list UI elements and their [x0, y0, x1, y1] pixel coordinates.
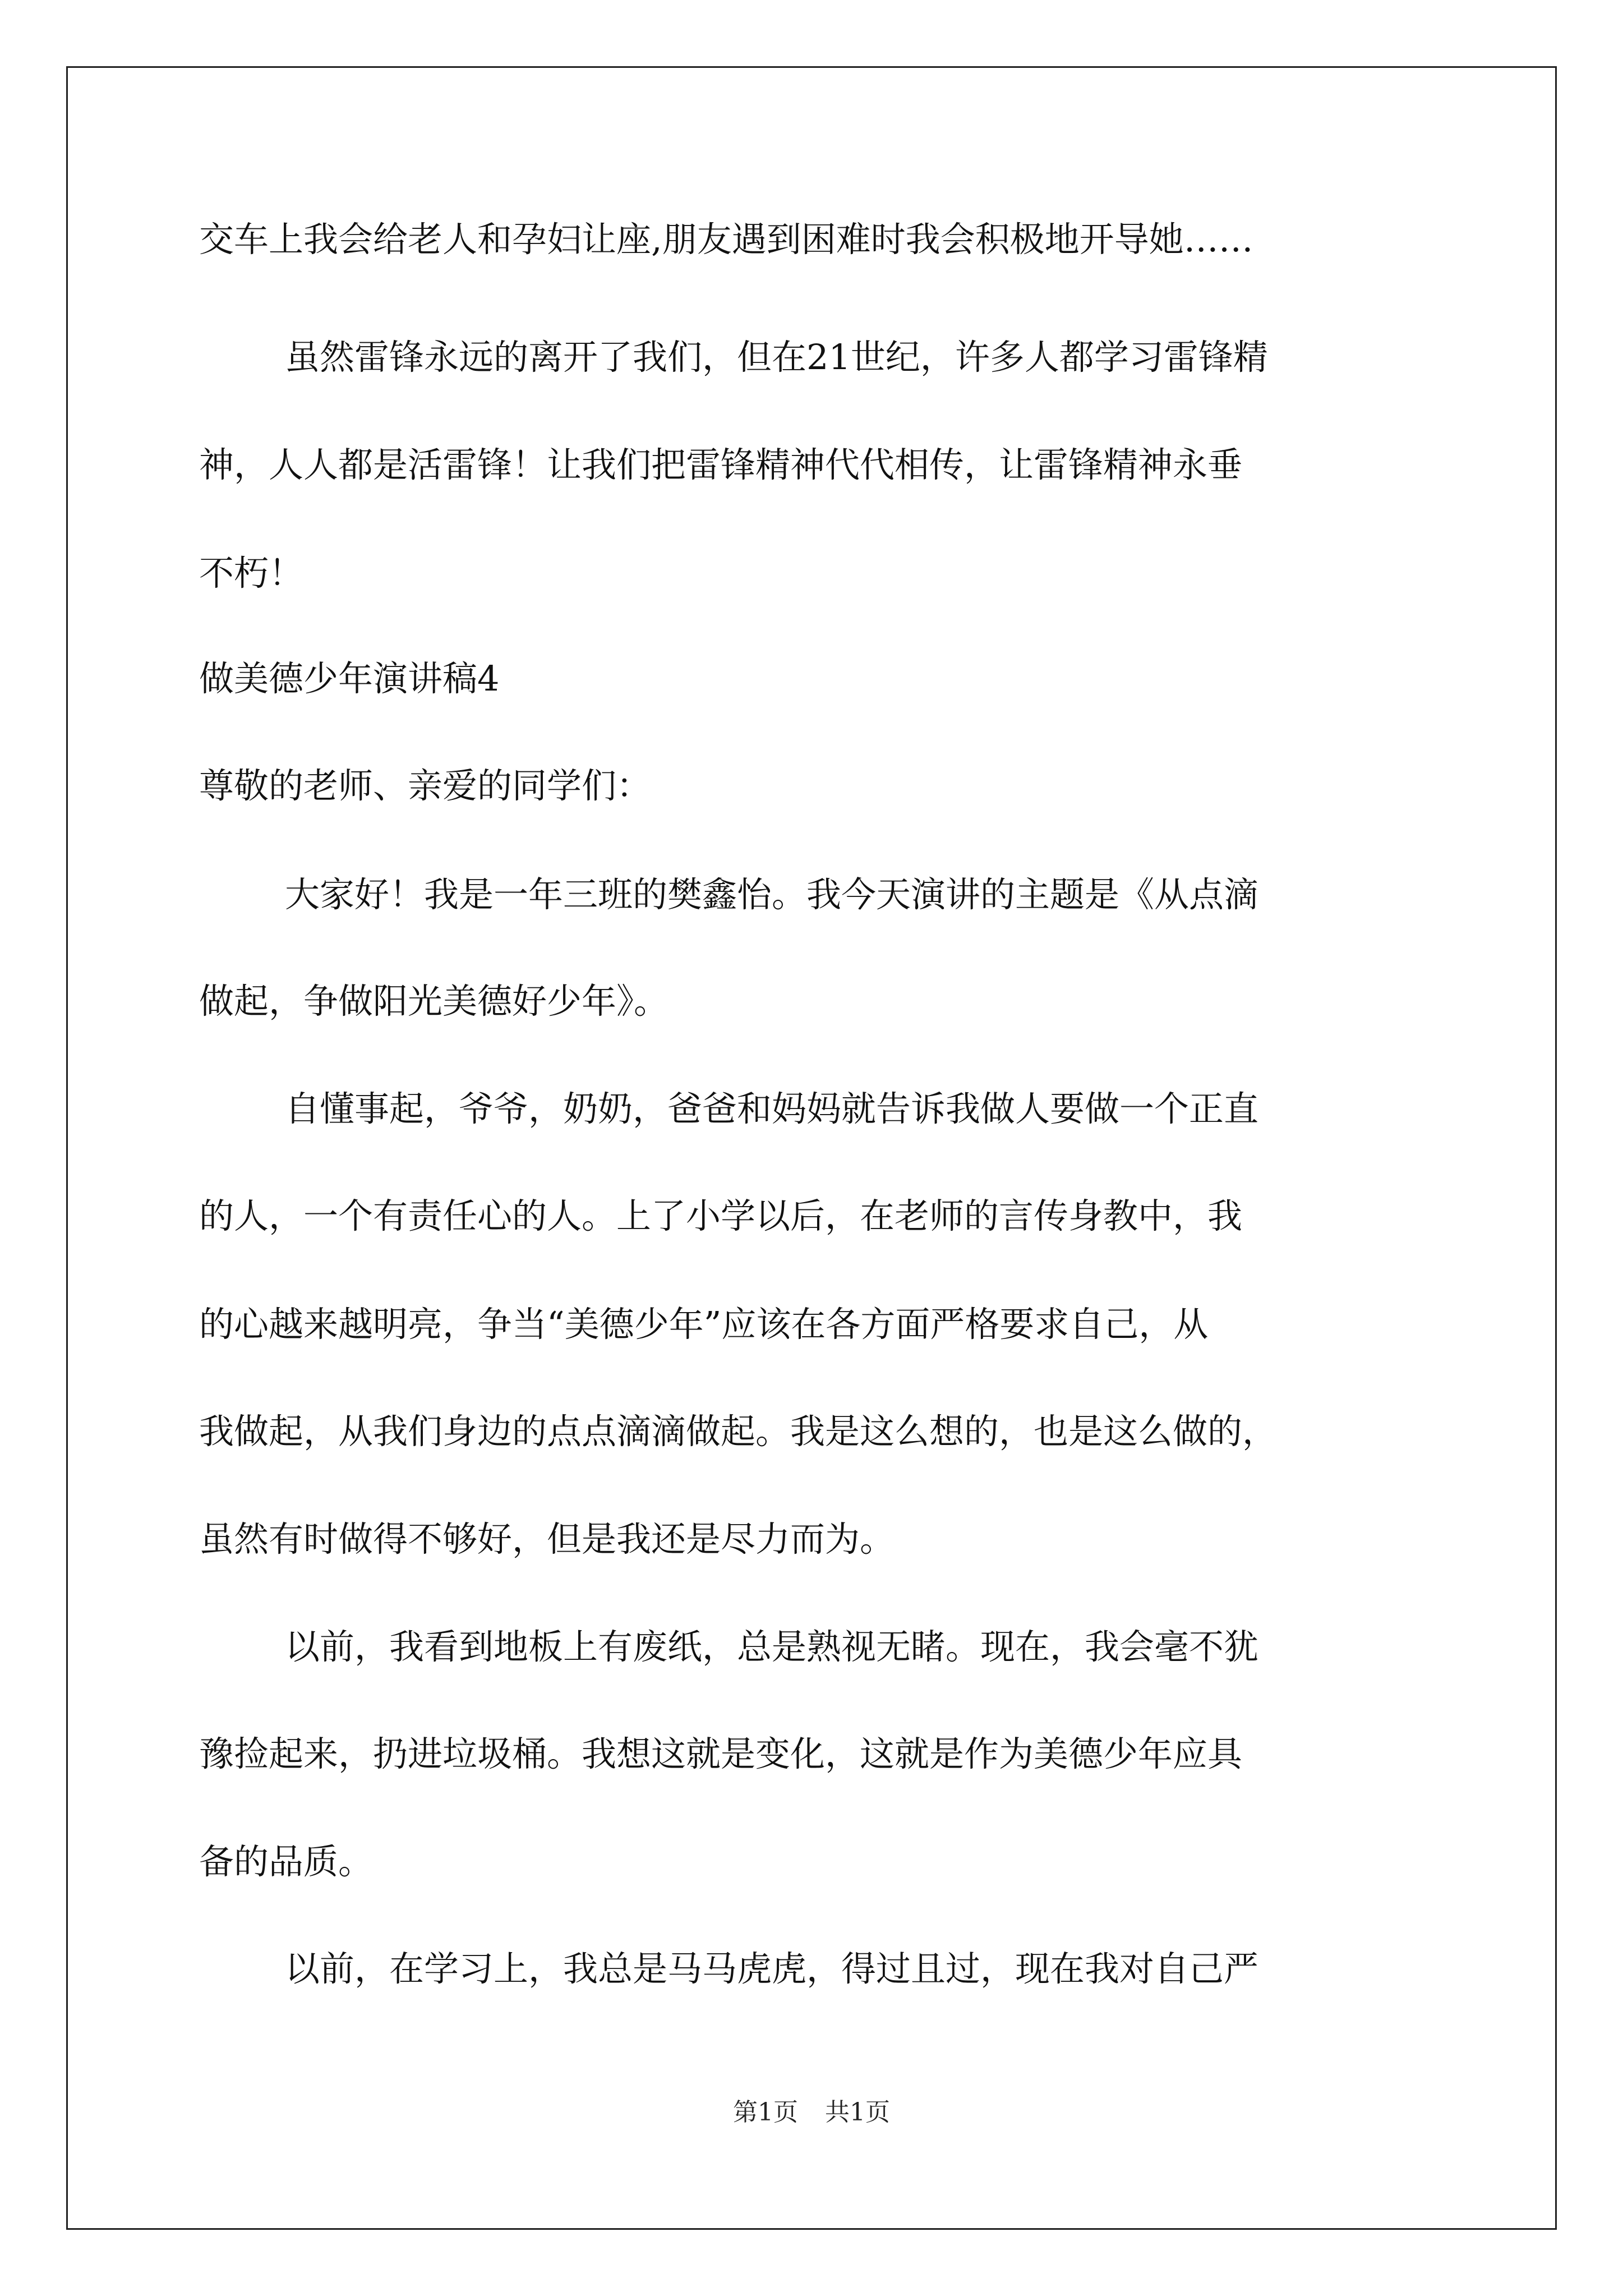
section-heading: 做美德少年演讲稿4 [199, 658, 500, 699]
page-number: 第1页 [733, 2098, 798, 2127]
text-line: 豫捡起来，扔进垃圾桶。我想这就是变化，这就是作为美德少年应具 [199, 1733, 1243, 1774]
text-line: 以前，在学习上，我总是马马虎虎，得过且过，现在我对自己严 [285, 1948, 1259, 1989]
text-line: 的心越来越明亮，争当“美德少年”应该在各方面严格要求自己，从 [199, 1304, 1209, 1345]
text-line: 虽然雷锋永远的离开了我们，但在21世纪，许多人都学习雷锋精 [285, 337, 1268, 378]
page-total: 共1页 [825, 2098, 890, 2127]
text-line: 大家好！我是一年三班的樊鑫怡。我今天演讲的主题是《从点滴 [285, 874, 1259, 915]
salutation: 尊敬的老师、亲爱的同学们： [199, 765, 652, 806]
text-line: 神，人人都是活雷锋！让我们把雷锋精神代代相传，让雷锋精神永垂 [199, 444, 1243, 485]
text-line: 虽然有时做得不够好，但是我还是尽力而为。 [199, 1519, 895, 1559]
page-footer [0, 2097, 1623, 2128]
text-line: 的人，一个有责任心的人。上了小学以后，在老师的言传身教中，我 [199, 1195, 1243, 1236]
text-line: 自懂事起，爷爷，奶奶，爸爸和妈妈就告诉我做人要做一个正直 [285, 1088, 1259, 1129]
text-line: 以前，我看到地板上有废纸，总是熟视无睹。现在，我会毫不犹 [285, 1626, 1259, 1667]
text-line: 做起，争做阳光美德好少年》。 [199, 981, 669, 1022]
text-line: 我做起，从我们身边的点点滴滴做起。我是这么想的，也是这么做的， [199, 1411, 1278, 1452]
text-line: 交车上我会给老人和孕妇让座,朋友遇到困难时我会积极地开导她…… [199, 219, 1253, 260]
page-border [66, 66, 1557, 2230]
text-line: 不朽！ [199, 553, 304, 593]
text-line: 备的品质。 [199, 1841, 374, 1882]
